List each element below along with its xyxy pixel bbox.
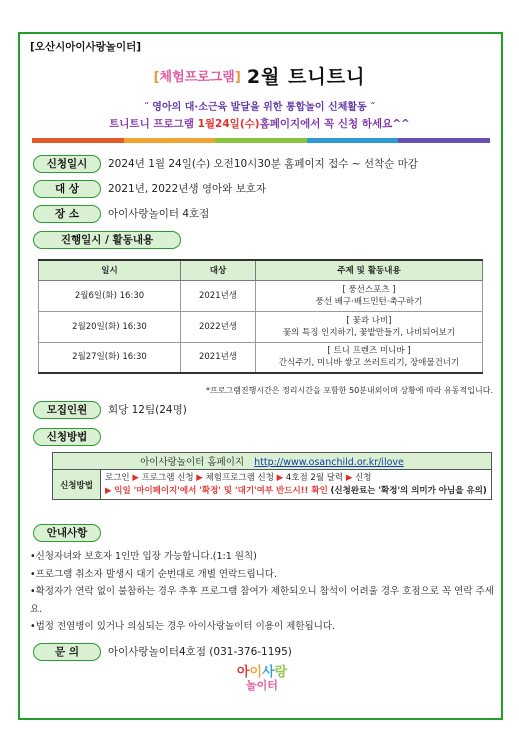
apply-warning: ▶ 익일 '마이페이지'에서 '확정' 및 '대기'여부 반드시!! 확인 (신청완료는 '확정'의 의미가 아님을 유의) [105,485,487,496]
organization-header: [오산시아이사랑놀이터] [30,41,142,53]
logo-line2: 놀이터 [246,679,278,692]
logo-letter: 랑 [274,665,288,680]
arrow-right-icon: ▶ [345,473,353,483]
arrow-right-icon: ▶ [196,473,203,483]
notice-label: 안내사항 [33,524,101,542]
color-divider [32,138,490,143]
recruit-value: 회당 12팀(24명) [108,404,187,416]
color-segment [398,138,490,143]
apply-site-header: 아이사랑놀이터 홈페이지 http://www.osanchild.or.kr/ilove [53,453,492,470]
subtitle-line2: 트니트니 프로그램 1월24일(수)홈페이지에서 꼭 신청 하세요^^ [109,118,410,130]
color-segment [124,138,216,143]
arrow-right-icon: ▶ [132,473,139,483]
col-header-activity: 주제 및 활동내용 [256,260,483,280]
table-row [39,311,483,342]
row-target: 2021년생 [181,280,256,311]
logo-letter: 사 [262,665,275,680]
logo-letter: 이 [249,665,262,680]
row-activity: [ 꽃과 나비] 꽃의 특징 인지하기, 꽃밭만들기, 나비되어보기 [256,311,483,342]
homepage-link[interactable]: http://www.osanchild.or.kr/ilove [254,457,404,468]
apply-period-label: 신청일시 [33,155,101,173]
schedule-note: *프로그램진행시간은 정리시간을 포함한 50분내외이며 상황에 따라 유동적입니다. [205,386,493,395]
logo [222,666,302,694]
color-segment [215,138,307,143]
apply-steps [101,470,492,500]
row-activity: [ 풍선스포츠 ] 풍선 배구·배드민턴·축구하기 [256,280,483,311]
row-date: 2월27일(화) 16:30 [39,342,181,373]
list-item: •확정자가 연락 없이 불참하는 경우 추후 프로그램 참여가 제한되오니 참석이 어려울 경우 호점으로 꼭 연락 주세요. [30,586,494,615]
schedule-table [38,259,483,374]
place-value: 아이사랑놀이터 4호점 [108,208,210,220]
apply-method-label: 신청방법 [33,428,101,446]
arrow-right-icon: ▶ [276,473,284,483]
target-value: 2021년, 2022년생 영아와 보호자 [108,183,267,195]
row-target: 2022년생 [181,311,256,342]
list-item: •프로그램 취소자 발생시 대기 순번대로 개별 연락드립니다. [30,568,277,580]
title-main: 2월 트니트니 [246,66,366,88]
target-label: 대 상 [33,180,101,198]
col-header-date: 일시 [39,260,181,280]
col-header-target: 대상 [181,260,256,280]
apply-row-label: 신청방법 [53,470,101,500]
logo-line1 [222,666,302,680]
apply-steps-line: 로그인 ▶ 프로그램 신청 ▶ 체험프로그램 신청 ▶ 4호점 2월 달력 ▶ 신청 [105,473,372,483]
list-item: •법정 전염병이 있거나 의심되는 경우 아이사랑놀이터 이용이 제한됩니다. [30,621,336,632]
list-item: •신청자녀와 보호자 1인만 입장 가능합니다.(1:1 원칙) [30,551,257,562]
arrow-right-icon: ▶ [105,485,112,496]
apply-method-table [52,452,492,500]
row-activity: [ 트니 프렌즈 미니바 ] 간식주기, 미니바 쌓고 쓰러트리기, 장애물건너기 [256,342,483,373]
notice-list [30,548,495,636]
place-label: 장 소 [33,205,101,223]
contact-value: 아이사랑놀이터4호점 (031-376-1195) [108,646,292,658]
logo-letter: 아 [236,665,250,680]
apply-date-highlight: 1월24일(수) [197,118,260,130]
row-date: 2월20일(화) 16:30 [39,311,181,342]
row-date: 2월6일(화) 16:30 [39,280,181,311]
color-segment [32,138,124,143]
contact-label: 문 의 [33,643,101,661]
subtitle-line1: ˝ 영아의 대·소근육 발달을 위한 통합놀이 신체활동 ˝ [143,102,376,113]
table-row [39,342,483,373]
color-segment [307,138,399,143]
table-row [39,280,483,311]
program-title [0,62,519,89]
schedule-label: 진행일시 / 활동내용 [33,231,181,249]
category-tag: [체험프로그램] [153,70,241,85]
recruit-label: 모집인원 [33,401,101,419]
apply-period-value: 2024년 1월 24일(수) 오전10시30분 홈페이지 접수 ~ 선착순 마감 [108,158,418,170]
row-target: 2021년생 [181,342,256,373]
